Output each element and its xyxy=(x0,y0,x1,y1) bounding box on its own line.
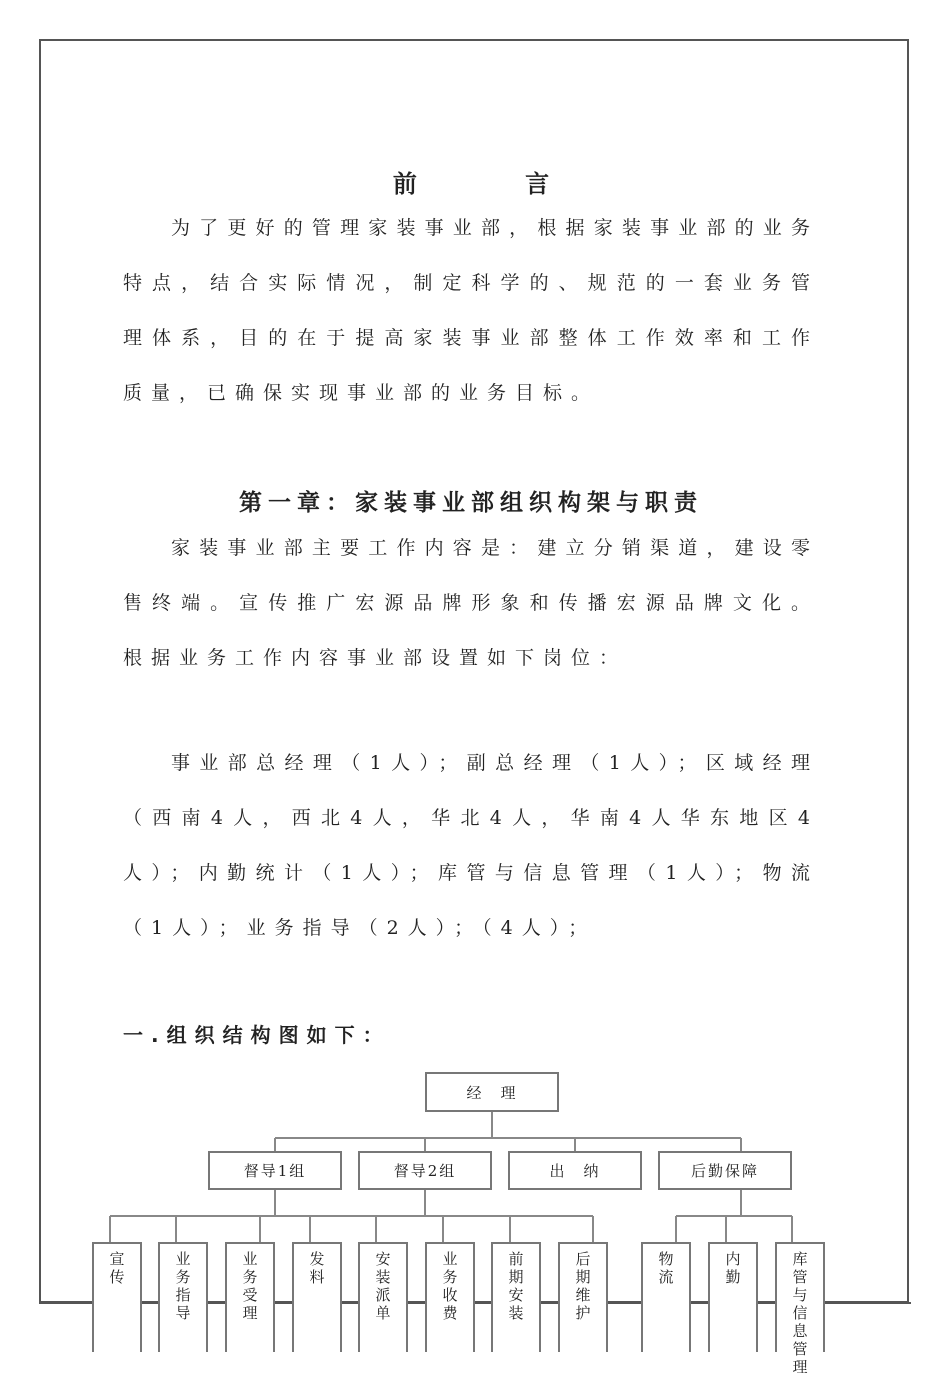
org-node-publicity: 宣 传 xyxy=(92,1242,142,1352)
chapter-title: 第一章：家装事业部组织构架与职责 xyxy=(239,490,703,516)
org-node-cashier: 出 纳 xyxy=(508,1151,642,1190)
org-node-business-acceptance: 业务受理 xyxy=(225,1242,275,1352)
chapter-paragraph-2: 事业部总经理（1人）；副总经理（1人）；区域经理（西南4人，西北4人，华北4人，华南4人华东地区4人）；内勤统计（1人）；库管与信息管理（1人）；物流（1人）；业务指导（2人）；（4人）； xyxy=(123,752,819,939)
org-node-later-maintenance: 后期维护 xyxy=(558,1242,608,1352)
section-heading-org-chart: 一.组织结构图如下： xyxy=(123,1023,391,1047)
chapter-paragraph-1: 家装事业部主要工作内容是：建立分销渠道，建设零售终端。宣传推广宏源品牌形象和传播宏源品牌文化。根据业务工作内容事业部设置如下岗位： xyxy=(123,537,819,669)
org-node-logistics-support: 后勤保障 xyxy=(658,1151,792,1190)
org-node-business-charging: 业务收费 xyxy=(425,1242,475,1352)
preface-paragraph: 为了更好的管理家装事业部，根据家装事业部的业务特点，结合实际情况，制定科学的、规范的一套业务管理体系，目的在于提高家装事业部整体工作效率和工作质量，已确保实现事业部的业务目标。 xyxy=(123,217,819,404)
org-node-installation-dispatch: 安装派单 xyxy=(358,1242,408,1352)
org-node-internal-affairs: 内 勤 xyxy=(708,1242,758,1352)
org-node-manager: 经 理 xyxy=(425,1072,559,1112)
preface-title: 前 言 xyxy=(392,170,600,198)
org-node-early-installation: 前期安装 xyxy=(491,1242,541,1352)
org-node-warehouse-info: 库管与信息管理 xyxy=(775,1242,825,1352)
org-node-material-dispatch: 发 料 xyxy=(292,1242,342,1352)
org-node-logistics: 物流 xyxy=(641,1242,691,1352)
org-node-supervisor-group-1: 督导1组 xyxy=(208,1151,342,1190)
org-node-supervisor-group-2: 督导2组 xyxy=(358,1151,492,1190)
org-node-business-guidance: 业务指导 xyxy=(158,1242,208,1352)
